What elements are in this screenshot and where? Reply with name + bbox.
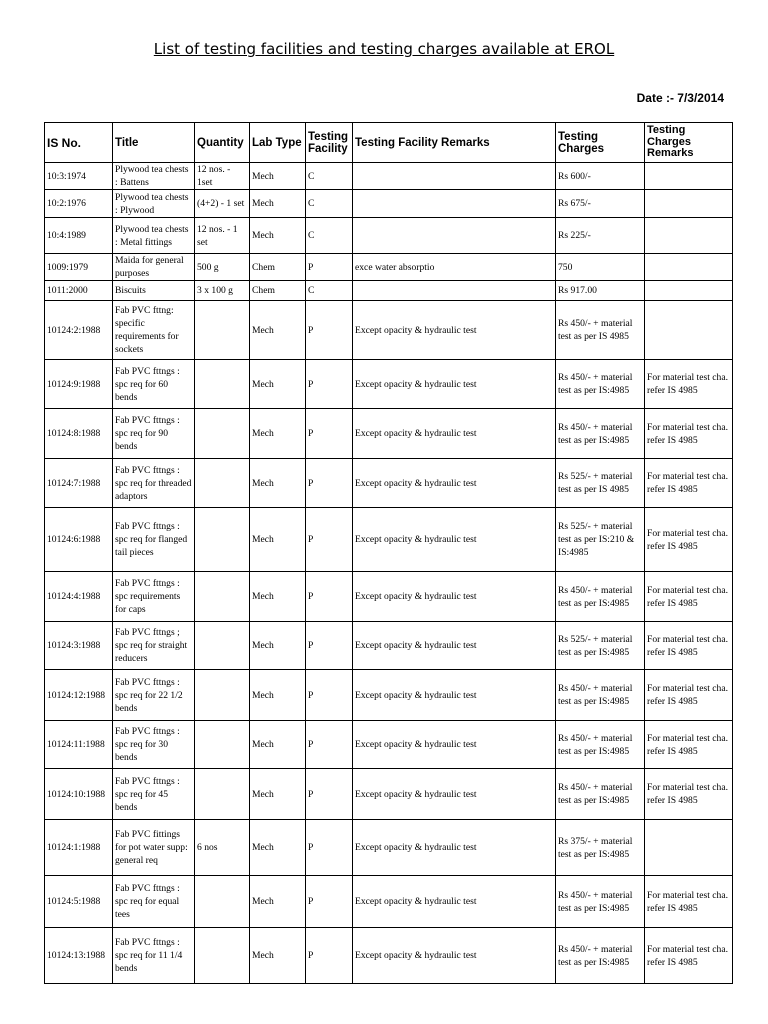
table-row (45, 254, 733, 281)
quantity-cell (195, 360, 250, 409)
table-row (45, 218, 733, 254)
quantity-cell: (4+2) - 1 set (195, 190, 250, 218)
title-cell: Fab PVC fttng: specific requirements for sockets (113, 301, 195, 360)
facility-remarks-cell: Except opacity & hydraulic test (353, 928, 556, 984)
charge-remarks-cell (645, 190, 733, 218)
lab-type-cell: Mech (250, 163, 306, 190)
charges-cell: Rs 450/- + material test as per IS:4985 (556, 769, 645, 820)
charges-cell: Rs 675/- (556, 190, 645, 218)
is-no-cell: 10:2:1976 (45, 190, 113, 218)
charge-remarks-cell (645, 218, 733, 254)
charges-cell: Rs 525/- + material test as per IS 4985 (556, 459, 645, 508)
title-cell: Biscuits (113, 281, 195, 301)
column-header-testing-facility: Testing Facility (306, 123, 353, 163)
charge-remarks-cell: For material test cha. refer IS 4985 (645, 769, 733, 820)
table-body (45, 163, 733, 984)
is-no-cell: 10124:11:1988 (45, 721, 113, 769)
facility-remarks-cell: Except opacity & hydraulic test (353, 360, 556, 409)
facility-cell: P (306, 409, 353, 459)
charges-cell: Rs 450/- + material test as per IS:4985 (556, 670, 645, 721)
is-no-cell: 10124:7:1988 (45, 459, 113, 508)
lab-type-cell: Mech (250, 928, 306, 984)
is-no-cell: 10:4:1989 (45, 218, 113, 254)
lab-type-cell: Mech (250, 820, 306, 876)
quantity-cell: 12 nos. - 1 set (195, 218, 250, 254)
charges-cell: Rs 450/- + material test as per IS:4985 (556, 876, 645, 928)
title-cell: Fab PVC fttngs : spc req for equal tees (113, 876, 195, 928)
charge-remarks-cell: For material test cha. refer IS 4985 (645, 876, 733, 928)
charge-remarks-cell: For material test cha. refer IS 4985 (645, 409, 733, 459)
title-cell: Fab PVC fttngs : spc req for 45 bends (113, 769, 195, 820)
charge-remarks-cell: For material test cha. refer IS 4985 (645, 622, 733, 670)
facility-remarks-cell: Except opacity & hydraulic test (353, 622, 556, 670)
charge-remarks-cell (645, 281, 733, 301)
quantity-cell (195, 459, 250, 508)
table-row (45, 409, 733, 459)
charge-remarks-cell: For material test cha. refer IS 4985 (645, 508, 733, 572)
title-cell: Plywood tea chests : Plywood (113, 190, 195, 218)
facility-cell: P (306, 820, 353, 876)
charge-remarks-cell: For material test cha. refer IS 4985 (645, 928, 733, 984)
lab-type-cell: Mech (250, 190, 306, 218)
facility-remarks-cell: Except opacity & hydraulic test (353, 721, 556, 769)
table-row (45, 508, 733, 572)
lab-type-cell: Chem (250, 281, 306, 301)
table-row (45, 190, 733, 218)
is-no-cell: 10124:12:1988 (45, 670, 113, 721)
charges-cell: Rs 225/- (556, 218, 645, 254)
lab-type-cell: Mech (250, 459, 306, 508)
charge-remarks-cell: For material test cha. refer IS 4985 (645, 459, 733, 508)
charges-cell: Rs 375/- + material test as per IS:4985 (556, 820, 645, 876)
quantity-cell (195, 508, 250, 572)
table-row (45, 820, 733, 876)
facility-remarks-cell: Except opacity & hydraulic test (353, 820, 556, 876)
column-header-lab-type: Lab Type (250, 123, 306, 163)
is-no-cell: 10124:8:1988 (45, 409, 113, 459)
lab-type-cell: Mech (250, 876, 306, 928)
charge-remarks-cell: For material test cha. refer IS 4985 (645, 670, 733, 721)
table-row (45, 876, 733, 928)
title-cell: Fab PVC fittings for pot water supp: general req (113, 820, 195, 876)
facility-cell: P (306, 928, 353, 984)
quantity-cell: 3 x 100 g (195, 281, 250, 301)
title-cell: Fab PVC fttngs : spc req for 11 1/4 bends (113, 928, 195, 984)
lab-type-cell: Mech (250, 218, 306, 254)
charge-remarks-cell: For material test cha. refer IS 4985 (645, 721, 733, 769)
quantity-cell (195, 876, 250, 928)
quantity-cell: 6 nos (195, 820, 250, 876)
facility-remarks-cell: Except opacity & hydraulic test (353, 459, 556, 508)
is-no-cell: 10124:3:1988 (45, 622, 113, 670)
title-cell: Fab PVC fttngs : spc req for 30 bends (113, 721, 195, 769)
quantity-cell (195, 409, 250, 459)
facility-cell: C (306, 163, 353, 190)
charges-cell: Rs 525/- + material test as per IS:4985 (556, 622, 645, 670)
lab-type-cell: Mech (250, 622, 306, 670)
facility-remarks-cell: exce water absorptio (353, 254, 556, 281)
facility-cell: P (306, 769, 353, 820)
table-row (45, 459, 733, 508)
facility-cell: C (306, 190, 353, 218)
facility-remarks-cell (353, 163, 556, 190)
facility-cell: C (306, 218, 353, 254)
facility-cell: P (306, 670, 353, 721)
quantity-cell (195, 301, 250, 360)
facility-remarks-cell (353, 281, 556, 301)
facility-remarks-cell (353, 218, 556, 254)
title-cell: Maida for general purposes (113, 254, 195, 281)
table-header-row (45, 123, 733, 163)
column-header-charges-remarks: Testing Charges Remarks (645, 123, 733, 163)
lab-type-cell: Mech (250, 572, 306, 622)
lab-type-cell: Mech (250, 721, 306, 769)
title-cell: Plywood tea chests : Metal fittings (113, 218, 195, 254)
table-row (45, 928, 733, 984)
table-row (45, 572, 733, 622)
title-cell: Plywood tea chests : Battens (113, 163, 195, 190)
lab-type-cell: Mech (250, 769, 306, 820)
charges-cell: Rs 450/- + material test as per IS:4985 (556, 572, 645, 622)
charge-remarks-cell (645, 820, 733, 876)
facility-cell: P (306, 721, 353, 769)
table-row (45, 360, 733, 409)
facility-cell: P (306, 301, 353, 360)
title-cell: Fab PVC fttngs : spc req for flanged tail pieces (113, 508, 195, 572)
charges-cell: Rs 450/- + material test as per IS:4985 (556, 409, 645, 459)
facility-remarks-cell: Except opacity & hydraulic test (353, 301, 556, 360)
quantity-cell (195, 572, 250, 622)
quantity-cell (195, 769, 250, 820)
table-row (45, 281, 733, 301)
title-cell: Fab PVC fttngs : spc requirements for caps (113, 572, 195, 622)
document-title: List of testing facilities and testing charges available at EROL (153, 40, 615, 58)
is-no-cell: 1011:2000 (45, 281, 113, 301)
facility-remarks-cell: Except opacity & hydraulic test (353, 572, 556, 622)
column-header-facility-remarks: Testing Facility Remarks (353, 123, 556, 163)
is-no-cell: 10124:1:1988 (45, 820, 113, 876)
quantity-cell (195, 928, 250, 984)
table-row (45, 301, 733, 360)
column-header-is-no: IS No. (45, 123, 113, 163)
is-no-cell: 10124:10:1988 (45, 769, 113, 820)
title-cell: Fab PVC fttngs : spc req for threaded adaptors (113, 459, 195, 508)
facility-remarks-cell: Except opacity & hydraulic test (353, 670, 556, 721)
column-header-testing-charges: Testing Charges (556, 123, 645, 163)
table-row (45, 622, 733, 670)
facility-cell: P (306, 459, 353, 508)
quantity-cell (195, 622, 250, 670)
title-cell: Fab PVC fttngs ; spc req for straight reducers (113, 622, 195, 670)
is-no-cell: 10124:13:1988 (45, 928, 113, 984)
charges-cell: Rs 450/- + material test as per IS:4985 (556, 721, 645, 769)
facility-remarks-cell: Except opacity & hydraulic test (353, 876, 556, 928)
column-header-title: Title (113, 123, 195, 163)
quantity-cell: 12 nos. - 1set (195, 163, 250, 190)
quantity-cell (195, 670, 250, 721)
table-row (45, 769, 733, 820)
is-no-cell: 10:3:1974 (45, 163, 113, 190)
charges-cell: Rs 917.00 (556, 281, 645, 301)
column-header-quantity: Quantity (195, 123, 250, 163)
charge-remarks-cell: For material test cha. refer IS 4985 (645, 572, 733, 622)
facility-cell: P (306, 572, 353, 622)
charge-remarks-cell: For material test cha. refer IS 4985 (645, 360, 733, 409)
testing-charges-table (44, 122, 733, 984)
facility-remarks-cell: Except opacity & hydraulic test (353, 508, 556, 572)
facility-cell: P (306, 360, 353, 409)
charges-cell: Rs 450/- + material test as per IS 4985 (556, 301, 645, 360)
facility-cell: P (306, 622, 353, 670)
facility-cell: C (306, 281, 353, 301)
title-cell: Fab PVC fttngs : spc req for 90 bends (113, 409, 195, 459)
table-row (45, 721, 733, 769)
quantity-cell: 500 g (195, 254, 250, 281)
lab-type-cell: Mech (250, 301, 306, 360)
table-row (45, 163, 733, 190)
lab-type-cell: Chem (250, 254, 306, 281)
document-date: Date :- 7/3/2014 (636, 91, 724, 105)
is-no-cell: 1009:1979 (45, 254, 113, 281)
quantity-cell (195, 721, 250, 769)
charge-remarks-cell (645, 163, 733, 190)
facility-cell: P (306, 508, 353, 572)
is-no-cell: 10124:6:1988 (45, 508, 113, 572)
lab-type-cell: Mech (250, 670, 306, 721)
charges-cell: 750 (556, 254, 645, 281)
charges-cell: Rs 450/- + material test as per IS:4985 (556, 928, 645, 984)
title-cell: Fab PVC fttngs : spc req for 60 bends (113, 360, 195, 409)
charges-cell: Rs 450/- + material test as per IS:4985 (556, 360, 645, 409)
table-row (45, 670, 733, 721)
title-cell: Fab PVC fttngs : spc req for 22 1/2 bends (113, 670, 195, 721)
charge-remarks-cell (645, 254, 733, 281)
lab-type-cell: Mech (250, 508, 306, 572)
facility-cell: P (306, 254, 353, 281)
facility-cell: P (306, 876, 353, 928)
is-no-cell: 10124:2:1988 (45, 301, 113, 360)
facility-remarks-cell: Except opacity & hydraulic test (353, 409, 556, 459)
charges-cell: Rs 525/- + material test as per IS:210 & IS:4985 (556, 508, 645, 572)
lab-type-cell: Mech (250, 409, 306, 459)
is-no-cell: 10124:5:1988 (45, 876, 113, 928)
facility-remarks-cell: Except opacity & hydraulic test (353, 769, 556, 820)
lab-type-cell: Mech (250, 360, 306, 409)
facility-remarks-cell (353, 190, 556, 218)
is-no-cell: 10124:9:1988 (45, 360, 113, 409)
charge-remarks-cell (645, 301, 733, 360)
is-no-cell: 10124:4:1988 (45, 572, 113, 622)
charges-cell: Rs 600/- (556, 163, 645, 190)
